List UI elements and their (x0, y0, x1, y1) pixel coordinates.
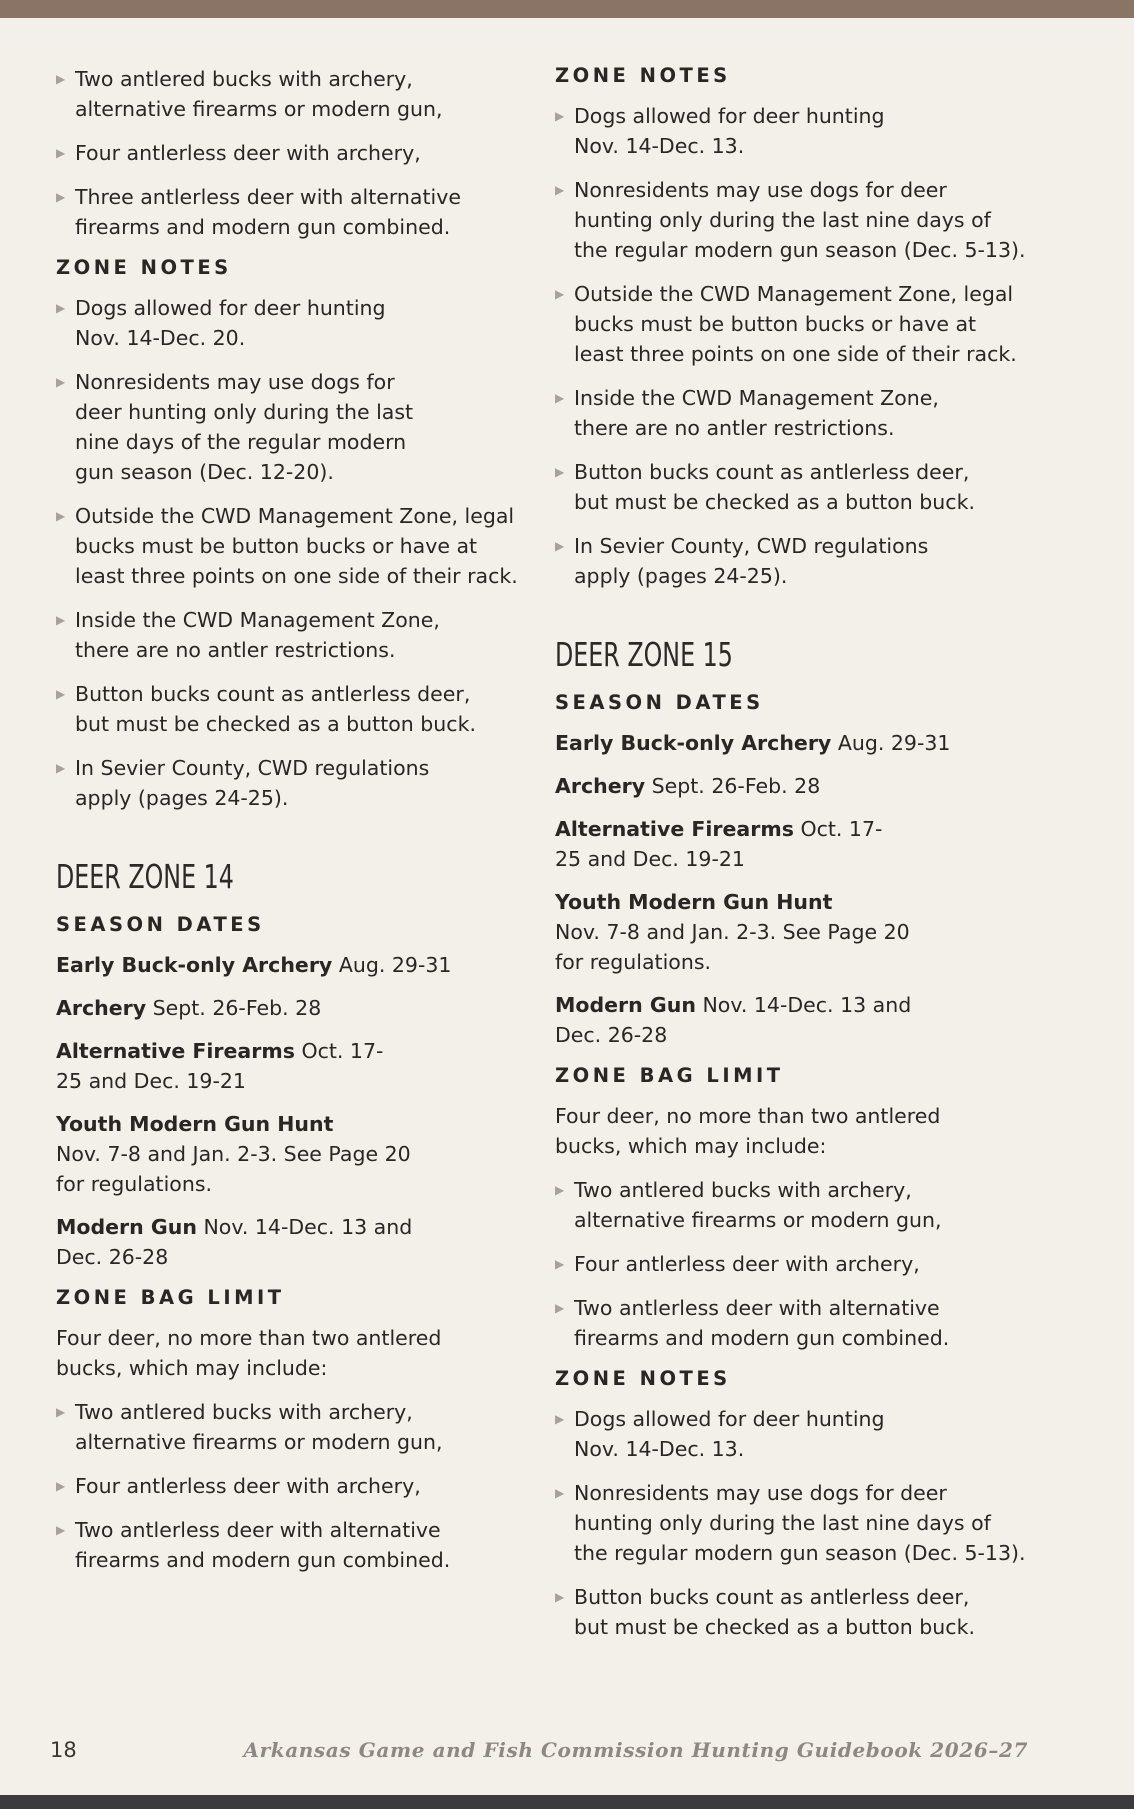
bullet-text: Two antlered bucks with archery, alternative firearms or modern gun, (75, 67, 443, 121)
season-dates: Oct. 17- 25 and Dec. 19-21 (56, 1039, 384, 1093)
bullet-item (56, 1471, 536, 1501)
zone-title-14: DEER ZONE 14 (56, 857, 234, 896)
season-dates: Aug. 29-31 (332, 953, 452, 977)
season-entry (56, 950, 536, 980)
bullet-item (555, 101, 1055, 161)
season-dates: Nov. 7-8 and Jan. 2-3. See Page 20 for regulations. (56, 1142, 411, 1196)
bullet-item (555, 175, 1055, 265)
zone-bag-limit-heading: ZONE BAG LIMIT (555, 1064, 784, 1087)
zone14-bag-bullets (56, 1397, 536, 1575)
bullet-text: Button bucks count as antlerless deer, but must be checked as a button buck. (75, 682, 476, 736)
season-entry (555, 990, 1055, 1050)
bullet-text: Inside the CWD Management Zone, there are no antler restrictions. (75, 608, 440, 662)
bullet-item (56, 753, 536, 813)
bullet-item (56, 138, 536, 168)
season-label: Alternative Firearms (56, 1039, 295, 1063)
triangle-right-icon: ▶ (56, 509, 66, 523)
bullet-text: Button bucks count as antlerless deer, but must be checked as a button buck. (574, 460, 975, 514)
bullet-item (555, 383, 1055, 443)
bullet-item (56, 182, 536, 242)
bullet-item (56, 1515, 536, 1575)
season-entry (555, 728, 1055, 758)
bullet-item (56, 367, 536, 487)
bullet-text: In Sevier County, CWD regulations apply (pages 24-25). (75, 756, 430, 810)
bullet-item (555, 279, 1055, 369)
season-dates: Oct. 17- 25 and Dec. 19-21 (555, 817, 883, 871)
bullet-text: Two antlerless deer with alternative firearms and modern gun combined. (574, 1296, 950, 1350)
bullet-text: In Sevier County, CWD regulations apply (pages 24-25). (574, 534, 929, 588)
season-label: Youth Modern Gun Hunt (56, 1112, 334, 1136)
triangle-right-icon: ▶ (555, 1301, 565, 1315)
bullet-text: Four antlerless deer with archery, (574, 1252, 920, 1276)
bullet-text: Two antlered bucks with archery, alternative firearms or modern gun, (75, 1400, 443, 1454)
season-entry (555, 771, 1055, 801)
triangle-right-icon: ▶ (555, 1590, 565, 1604)
bullet-text: Outside the CWD Management Zone, legal bucks must be button bucks or have at least three points on one side of their rack. (75, 504, 518, 588)
bullet-text: Button bucks count as antlerless deer, but must be checked as a button buck. (574, 1585, 975, 1639)
bullet-item (555, 1293, 1055, 1353)
bullet-text: Two antlered bucks with archery, alternative firearms or modern gun, (574, 1178, 942, 1232)
triangle-right-icon: ▶ (56, 613, 66, 627)
bullet-text: Nonresidents may use dogs for deer hunting only during the last nine days of the regular modern gun season (Dec. 5-13). (574, 178, 1026, 262)
bullet-text: Nonresidents may use dogs for deer hunting only during the last nine days of the regular modern gun season (Dec. 5-13). (574, 1481, 1026, 1565)
zone15-seasons (555, 728, 1055, 1050)
season-label: Archery (56, 996, 147, 1020)
bullet-item (555, 1478, 1055, 1568)
bullet-item (56, 64, 536, 124)
top-decorative-bar (0, 0, 1134, 18)
triangle-right-icon: ▶ (555, 1183, 565, 1197)
zone14-seasons (56, 950, 536, 1272)
triangle-right-icon: ▶ (555, 1412, 565, 1426)
triangle-right-icon: ▶ (555, 539, 565, 553)
bullet-item (56, 1397, 536, 1457)
season-entry (555, 887, 1055, 977)
bullet-item (555, 1582, 1055, 1642)
season-label: Archery (555, 774, 646, 798)
bullet-text: Dogs allowed for deer hunting Nov. 14-Dec. 13. (574, 1407, 885, 1461)
triangle-right-icon: ▶ (56, 1523, 66, 1537)
season-dates: Nov. 14-Dec. 13 and Dec. 26-28 (56, 1215, 413, 1269)
season-dates-heading: SEASON DATES (56, 913, 265, 936)
bullet-text: Dogs allowed for deer hunting Nov. 14-Dec. 13. (574, 104, 885, 158)
triangle-right-icon: ▶ (555, 465, 565, 479)
zone-title-15: DEER ZONE 15 (555, 635, 733, 674)
triangle-right-icon: ▶ (555, 391, 565, 405)
triangle-right-icon: ▶ (555, 287, 565, 301)
bullet-text: Three antlerless deer with alternative firearms and modern gun combined. (75, 185, 461, 239)
bullet-text: Four antlerless deer with archery, (75, 141, 421, 165)
bullet-item (56, 679, 536, 739)
bullet-item (555, 1249, 1055, 1279)
zone-notes-heading: ZONE NOTES (555, 64, 731, 87)
bullet-text: Dogs allowed for deer hunting Nov. 14-Dec. 20. (75, 296, 386, 350)
triangle-right-icon: ▶ (56, 301, 66, 315)
triangle-right-icon: ▶ (56, 761, 66, 775)
bottom-decorative-bar (0, 1795, 1134, 1809)
zone14-notes (555, 101, 1055, 591)
season-dates: Nov. 7-8 and Jan. 2-3. See Page 20 for regulations. (555, 920, 910, 974)
season-label: Early Buck-only Archery (56, 953, 333, 977)
right-column (555, 64, 1055, 1656)
triangle-right-icon: ▶ (555, 1486, 565, 1500)
season-label: Modern Gun (555, 993, 696, 1017)
left-column (56, 64, 536, 1589)
publication-title: Arkansas Game and Fish Commission Hunting Guidebook 2026–27 (243, 1738, 1028, 1762)
bullet-item (56, 605, 536, 665)
zone-notes-heading: ZONE NOTES (555, 1367, 731, 1390)
triangle-right-icon: ▶ (56, 1405, 66, 1419)
season-entry (56, 1109, 536, 1199)
season-label: Alternative Firearms (555, 817, 794, 841)
bullet-item (56, 293, 536, 353)
triangle-right-icon: ▶ (555, 109, 565, 123)
season-label: Modern Gun (56, 1215, 197, 1239)
bullet-item (555, 457, 1055, 517)
bullet-text: Nonresidents may use dogs for deer hunting only during the last nine days of the regular modern gun season (Dec. 12-20). (75, 370, 414, 484)
season-entry (56, 993, 536, 1023)
zone13-bag-bullets (56, 64, 536, 242)
bag-limit-intro: Four deer, no more than two antlered bucks, which may include: (555, 1104, 941, 1158)
zone15-bag-bullets (555, 1175, 1055, 1353)
season-label: Youth Modern Gun Hunt (555, 890, 833, 914)
triangle-right-icon: ▶ (56, 687, 66, 701)
season-dates: Sept. 26-Feb. 28 (146, 996, 322, 1020)
season-dates-heading: SEASON DATES (555, 691, 764, 714)
zone-bag-limit-heading: ZONE BAG LIMIT (56, 1286, 285, 1309)
bullet-item (555, 1175, 1055, 1235)
season-entry (56, 1212, 536, 1272)
bullet-item (555, 531, 1055, 591)
bullet-item (555, 1404, 1055, 1464)
triangle-right-icon: ▶ (56, 72, 66, 86)
season-dates: Nov. 14-Dec. 13 and Dec. 26-28 (555, 993, 912, 1047)
season-entry (56, 1036, 536, 1096)
season-entry (555, 814, 1055, 874)
zone15-notes (555, 1404, 1055, 1642)
zone-notes-heading: ZONE NOTES (56, 256, 232, 279)
season-dates: Aug. 29-31 (831, 731, 951, 755)
triangle-right-icon: ▶ (56, 375, 66, 389)
bullet-text: Four antlerless deer with archery, (75, 1474, 421, 1498)
page-number: 18 (50, 1738, 77, 1762)
bag-limit-intro: Four deer, no more than two antlered bucks, which may include: (56, 1326, 442, 1380)
bullet-text: Inside the CWD Management Zone, there are no antler restrictions. (574, 386, 939, 440)
bullet-item (56, 501, 536, 591)
season-label: Early Buck-only Archery (555, 731, 832, 755)
season-dates: Sept. 26-Feb. 28 (645, 774, 821, 798)
triangle-right-icon: ▶ (56, 1479, 66, 1493)
bullet-text: Two antlerless deer with alternative firearms and modern gun combined. (75, 1518, 451, 1572)
triangle-right-icon: ▶ (555, 1257, 565, 1271)
triangle-right-icon: ▶ (555, 183, 565, 197)
zone13-notes (56, 293, 536, 813)
triangle-right-icon: ▶ (56, 146, 66, 160)
bullet-text: Outside the CWD Management Zone, legal bucks must be button bucks or have at least three points on one side of their rack. (574, 282, 1017, 366)
triangle-right-icon: ▶ (56, 190, 66, 204)
